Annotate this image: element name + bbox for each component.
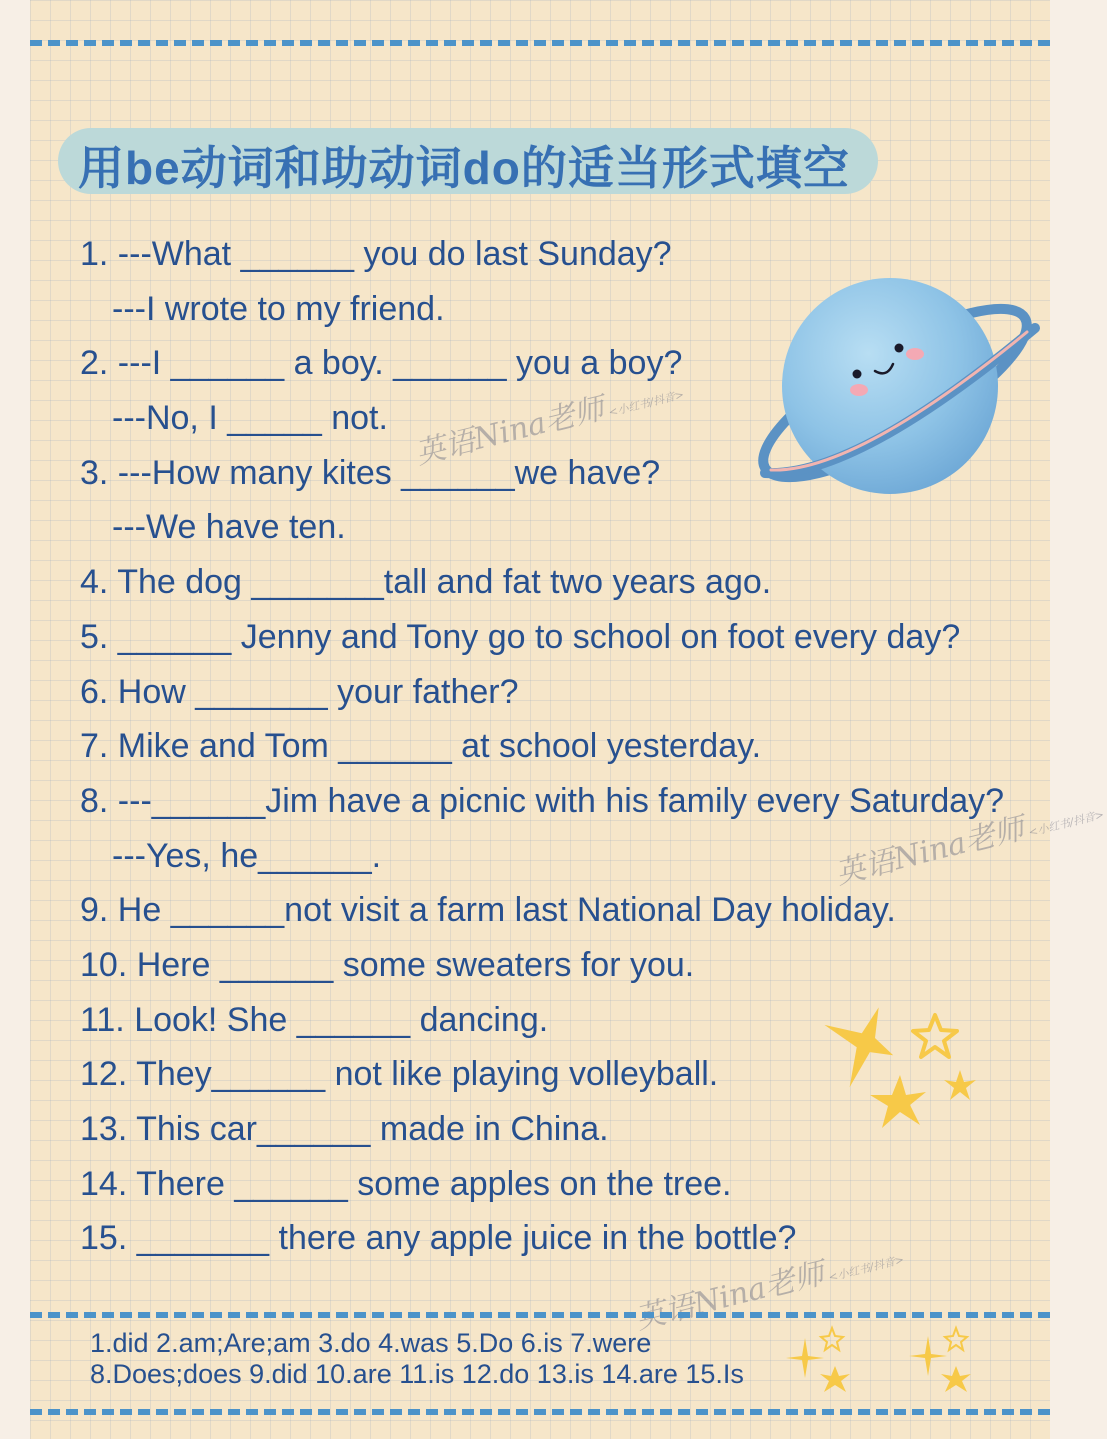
answer-line-1: 1.did 2.am;Are;am 3.do 4.was 5.Do 6.is 7.were [90, 1328, 652, 1358]
top-dashed-border [30, 40, 1050, 46]
question-line: 13. This car______ made in China. [80, 1110, 609, 1148]
worksheet-title: 用be动词和助动词do的适当形式填空 [78, 142, 850, 194]
question-line: 7. Mike and Tom ______ at school yesterday. [80, 727, 762, 766]
question-line: 6. How _______ your father? [80, 672, 519, 711]
answer-line-2: 8.Does;does 9.did 10.are 11.is 12.do 13.is 14.are 15.Is [90, 1359, 744, 1389]
question-line: 4. The dog _______tall and fat two years ago. [80, 563, 772, 602]
star-cluster-icon [810, 1000, 990, 1150]
bottom-dashed-border [30, 1409, 1050, 1415]
answer-line: ---I wrote to my friend. [112, 289, 445, 328]
question-line: 2. ---I ______ a boy. ______ you a boy? [80, 344, 683, 383]
sparkle-stars-icon [760, 1318, 1000, 1398]
watermark: 英语Nina老师<小红书/抖音> [831, 807, 1106, 892]
question-line: 10. Here ______ some sweaters for you. [80, 945, 695, 984]
answer-line: ---We have ten. [112, 508, 346, 547]
answer-line: ---Yes, he______. [112, 836, 382, 875]
question-line: 14. There ______ some apples on the tree. [80, 1164, 732, 1203]
watermark: 英语Nina老师<小红书/抖音> [411, 387, 686, 472]
question-line: 9. He ______not visit a farm last National Day holiday. [80, 891, 896, 930]
planet-illustration [735, 268, 1035, 508]
question-line: 11. Look! She ______ dancing. [80, 1000, 549, 1039]
watermark: 英语Nina老师<小红书/抖音> [631, 1252, 906, 1337]
question-line: 12. They______ not like playing volleyball. [80, 1055, 719, 1094]
question-line: 1. ---What ______ you do last Sunday? [80, 235, 672, 273]
worksheet-page [30, 0, 1106, 1439]
question-line: 15. _______ there any apple juice in the bottle? [80, 1219, 797, 1258]
question-line: 3. ---How many kites ______we have? [80, 453, 661, 492]
answer-line: ---No, I _____ not. [112, 399, 388, 438]
question-line: 8. ---______Jim have a picnic with his family every Saturday? [80, 781, 1005, 820]
question-line: 5. ______ Jenny and Tony go to school on foot every day? [80, 617, 961, 656]
